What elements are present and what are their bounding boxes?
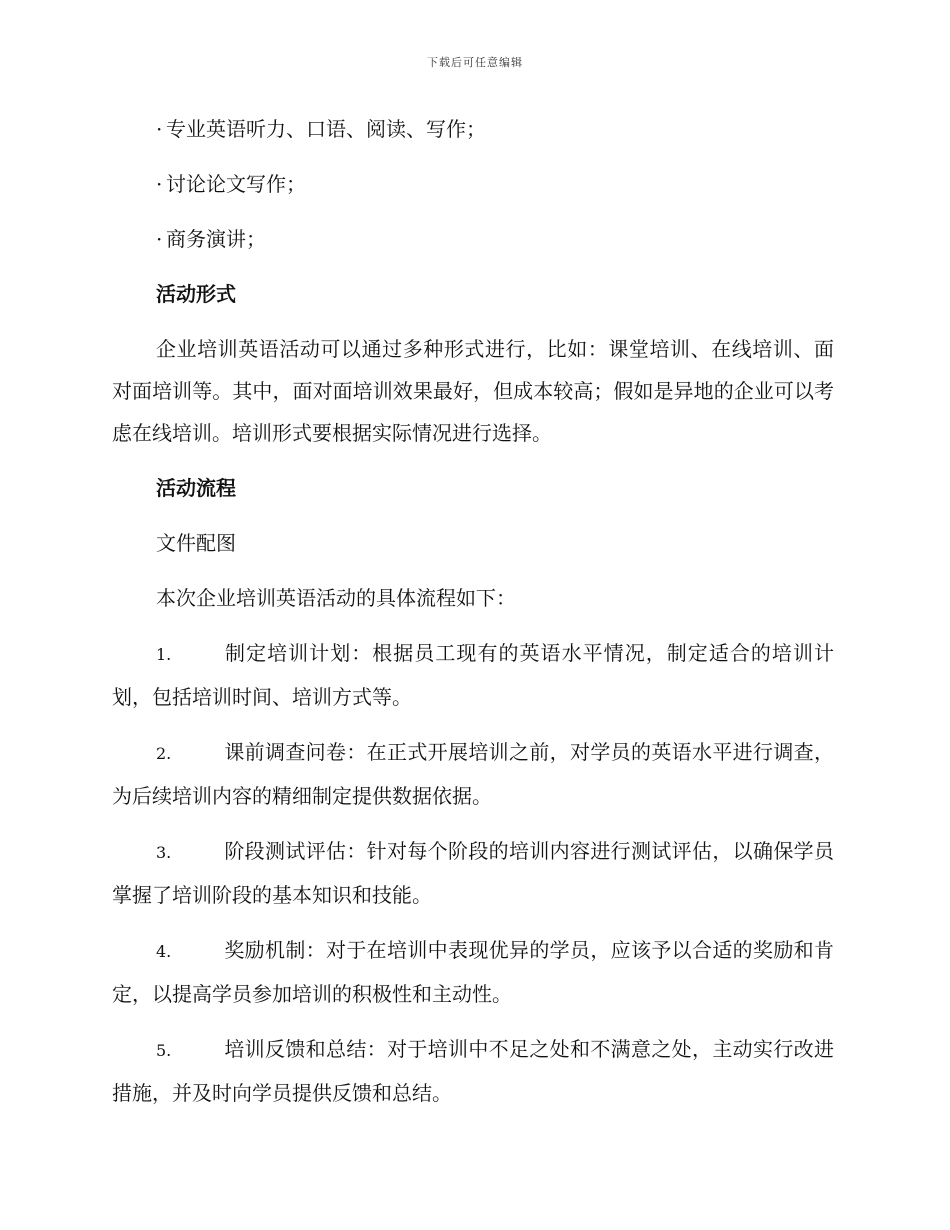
flow-step	[112, 1028, 834, 1114]
step-number: 3.	[156, 843, 172, 862]
step-text: 阶段测试评估：针对每个阶段的培训内容进行测试评估，以确保学员掌握了培训阶段的基本知识和技能。	[112, 839, 834, 907]
page-header-note: 下载后可任意编辑	[427, 56, 523, 69]
figure-note: 文件配图	[156, 531, 236, 555]
step-number: 1.	[156, 645, 172, 664]
step-text: 培训反馈和总结：对于培训中不足之处和不满意之处，主动实行改进措施，并及时向学员提供反馈和总结。	[112, 1037, 834, 1105]
bullet-text: 讨论论文写作；	[166, 172, 306, 196]
section-heading-form: 活动形式	[156, 282, 236, 306]
bullet-marker: ·	[156, 227, 163, 251]
bullet-marker: ·	[156, 172, 163, 196]
step-text: 课前调查问卷：在正式开展培训之前，对学员的英语水平进行调查，为后续培训内容的精细制定提供数据依据。	[112, 740, 834, 808]
section-form-paragraph: 企业培训英语活动可以通过多种形式进行，比如：课堂培训、在线培训、面对面培训等。其中，面对面培训效果最好，但成本较高；假如是异地的企业可以考虑在线培训。培训形式要根据实际情况进行选择。	[112, 337, 834, 445]
flow-step	[112, 929, 834, 1015]
section-heading-flow: 活动流程	[156, 476, 236, 500]
step-number: 5.	[156, 1041, 172, 1060]
bullet-marker: ·	[156, 117, 163, 141]
flow-intro: 本次企业培训英语活动的具体流程如下：	[156, 586, 516, 610]
step-number: 4.	[156, 942, 172, 961]
flow-step	[112, 632, 834, 718]
step-text: 奖励机制：对于在培训中表现优异的学员，应该予以合适的奖励和肯定，以提高学员参加培训的积极性和主动性。	[112, 938, 834, 1006]
bullet-item	[156, 163, 834, 205]
step-text: 制定培训计划：根据员工现有的英语水平情况，制定适合的培训计划，包括培训时间、培训方式等。	[112, 641, 834, 709]
document-body	[112, 108, 834, 1127]
bullet-item	[156, 218, 834, 260]
flow-step	[112, 830, 834, 916]
bullet-text: 专业英语听力、口语、阅读、写作；	[166, 117, 486, 141]
flow-step	[112, 731, 834, 817]
bullet-text: 商务演讲；	[166, 227, 266, 251]
step-number: 2.	[156, 744, 172, 763]
bullet-item	[156, 108, 834, 150]
